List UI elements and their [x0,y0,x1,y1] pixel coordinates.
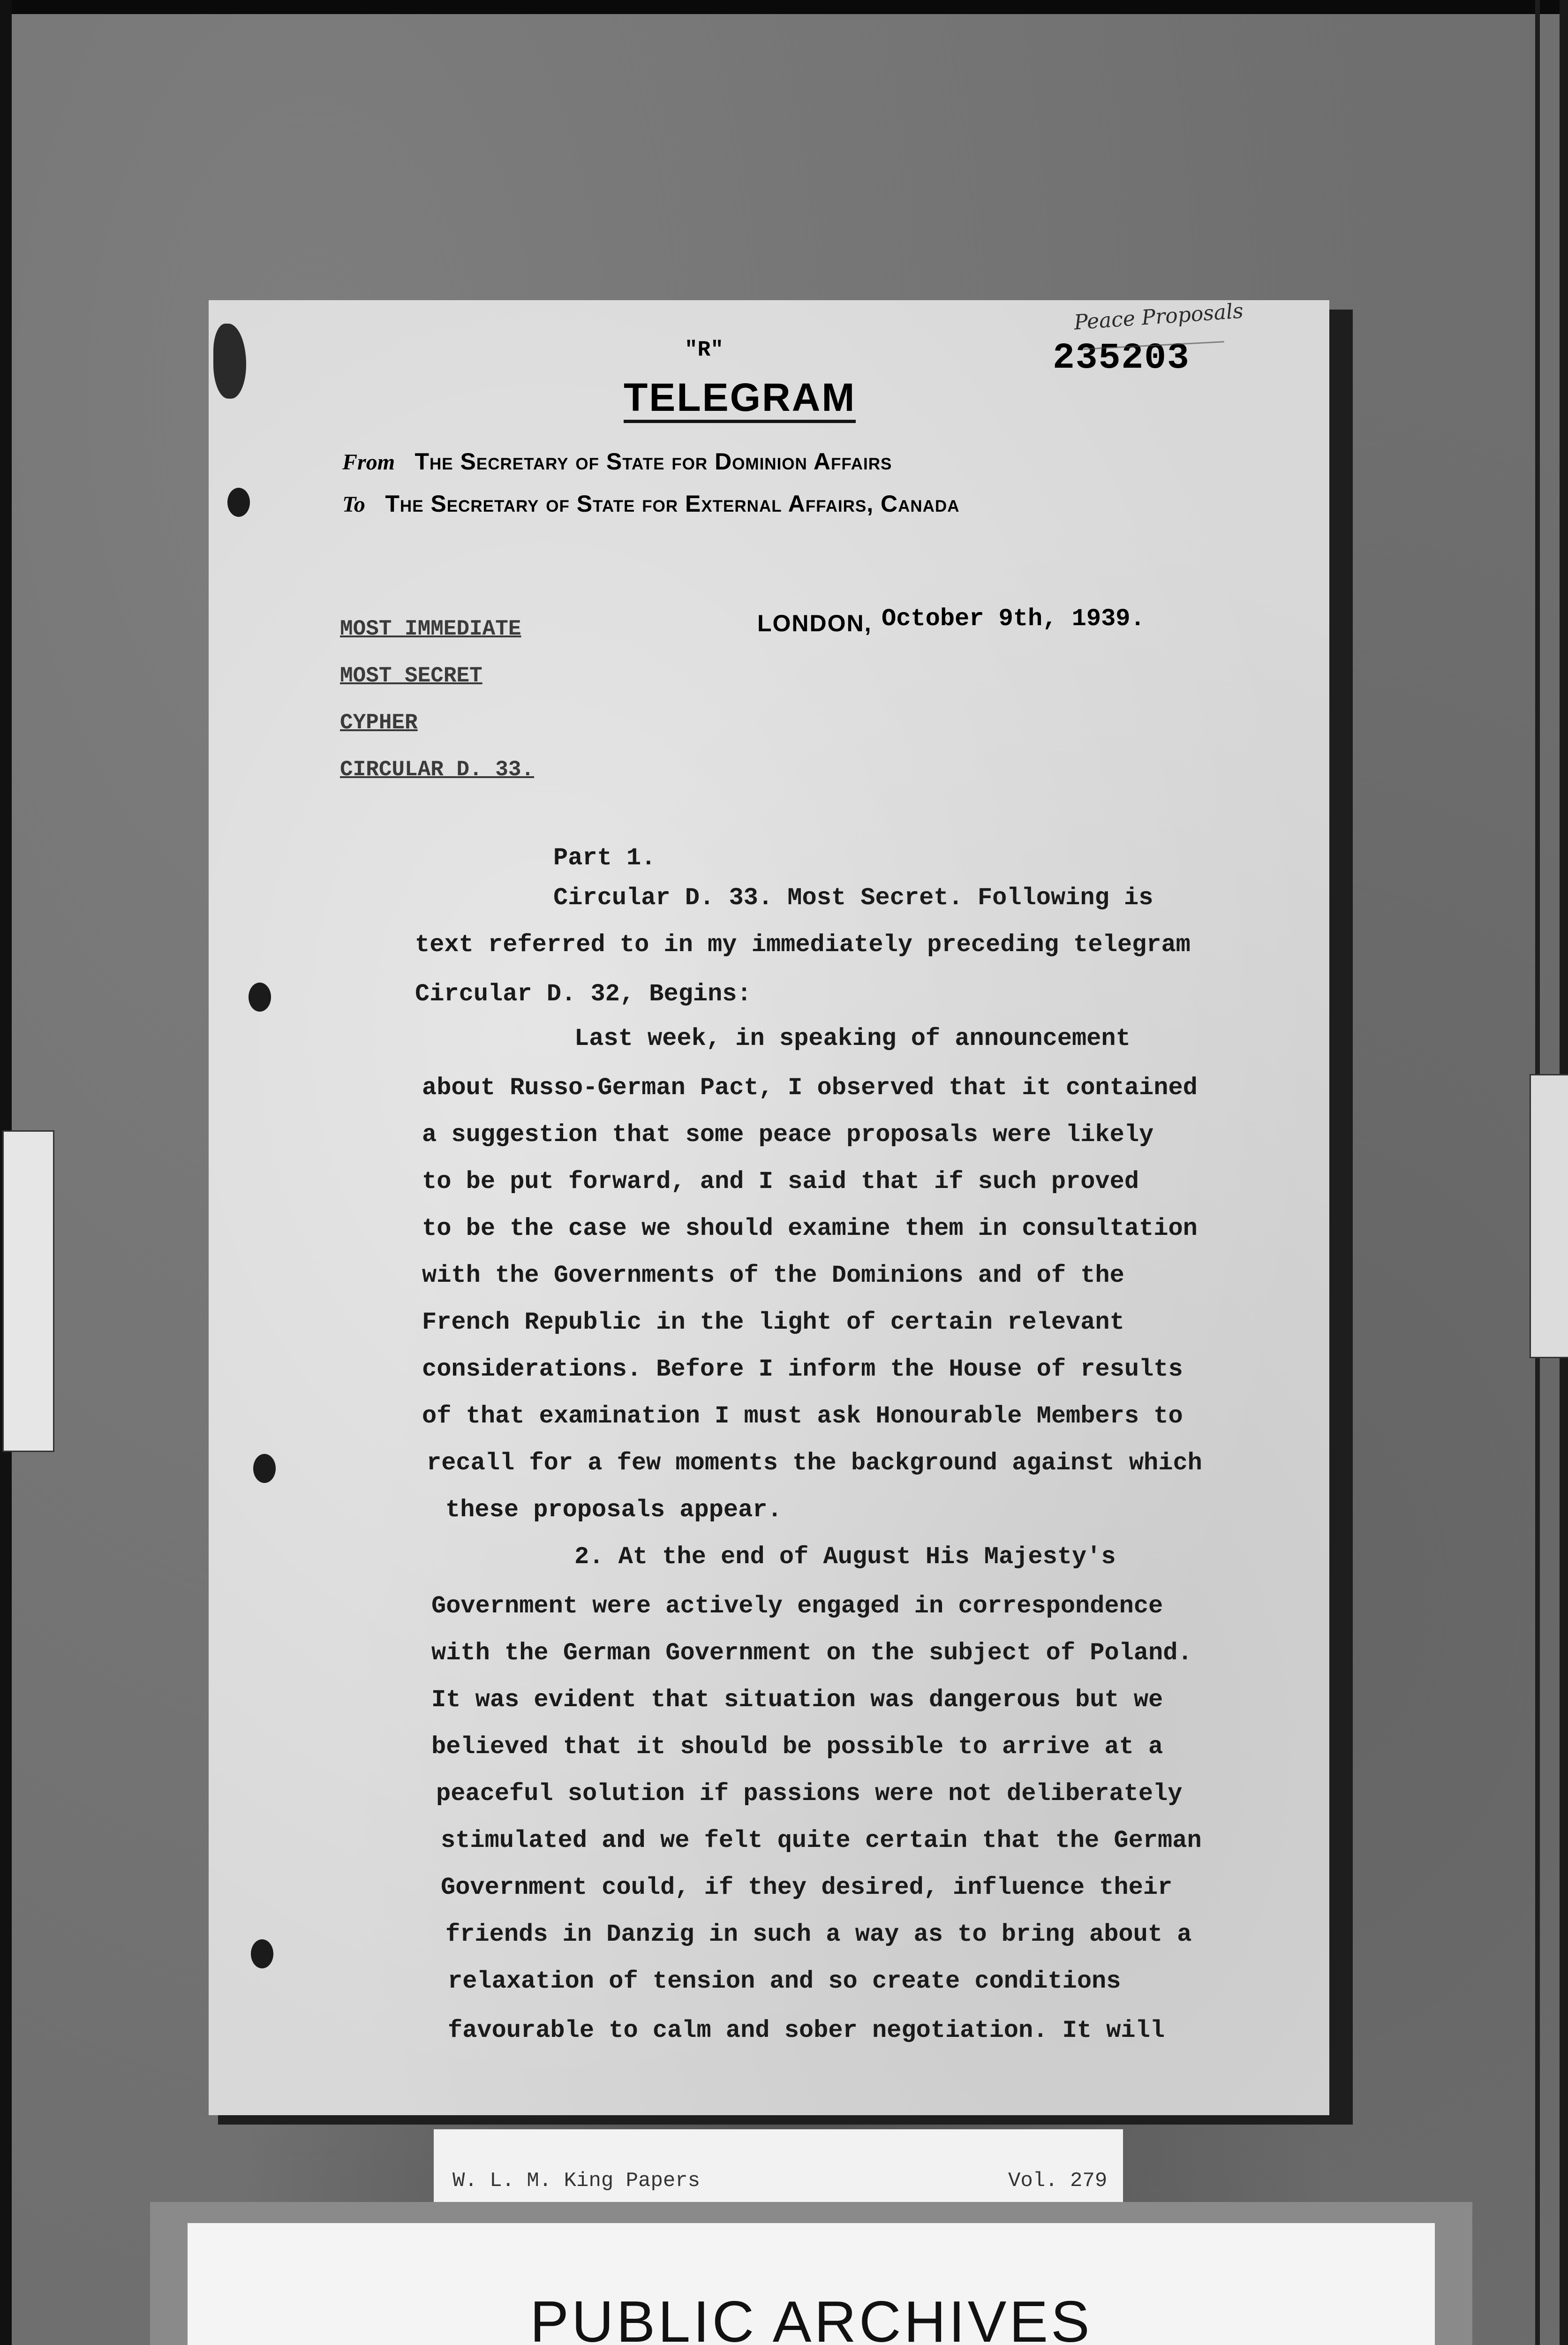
punch-hole-icon [249,983,271,1012]
body-line: considerations. Before I inform the House of results [422,1355,1183,1383]
body-line: peaceful solution if passions were not deliberately [436,1780,1183,1808]
to-label: To [342,492,365,517]
archives-line-en: PUBLIC ARCHIVES [530,2290,1093,2345]
body-line: Part 1. [553,844,656,872]
archives-card [188,2223,1435,2345]
body-line: friends in Danzig in such a way as to bring about a [445,1921,1192,1948]
to-row [342,490,959,517]
punch-hole-icon [253,1454,276,1483]
body-line: with the Governments of the Dominions and of the [422,1262,1124,1289]
date: October 9th, 1939. [882,605,1145,633]
volume-number: Vol. 279 [1008,2169,1108,2193]
telegram-title: TELEGRAM [624,378,856,423]
body-line: with the German Government on the subject of Poland. [431,1639,1192,1667]
body-line: relaxation of tension and so create conditions [448,1967,1121,1995]
body-line: French Republic in the light of certain relevant [422,1309,1124,1336]
r-mark: "R" [685,338,724,362]
body-line: stimulated and we felt quite certain that the German [441,1827,1202,1854]
from-text: The Secretary of State for Dominion Affairs [415,448,892,475]
body-line: It was evident that situation was dangerous but we [431,1686,1163,1714]
tape-strip-right [1530,1074,1568,1358]
body-line: a suggestion that some peace proposals were likely [422,1121,1154,1149]
punch-hole-icon [227,488,250,517]
body-line: text referred to in my immediately preceding telegram [415,931,1191,959]
body-line: favourable to calm and sober negotiation. It will [448,2017,1165,2044]
document-number: 235203 [1053,338,1190,379]
to-text: The Secretary of State for External Affairs, Canada [385,491,960,517]
body-line: believed that it should be possible to arrive at a [431,1733,1163,1761]
body-line: of that examination I must ask Honourable Members to [422,1402,1183,1430]
body-line: Government could, if they desired, influence their [441,1874,1173,1901]
from-row [342,448,892,475]
classification-cypher: CYPHER [340,711,418,735]
body-line: to be put forward, and I said that if such proved [422,1168,1139,1195]
body-line: Government were actively engaged in correspondence [431,1592,1163,1620]
place: LONDON, [757,610,872,636]
from-label: From [342,450,395,475]
handwritten-note: Peace Proposals [1073,299,1244,335]
punch-hole-icon [251,1939,273,1968]
body-line: 2. At the end of August His Majesty's [574,1543,1116,1571]
classification-most-secret: MOST SECRET [340,664,482,688]
body-line: to be the case we should examine them in consultation [422,1215,1198,1242]
tape-strip-left [2,1130,54,1452]
body-line: Circular D. 32, Begins: [415,980,752,1008]
body-line: these proposals appear. [445,1496,782,1524]
classification-most-immediate: MOST IMMEDIATE [340,617,521,641]
body-line: Last week, in speaking of announcement [574,1025,1131,1052]
board-edge-top [0,0,1568,14]
body-line: Circular D. 33. Most Secret. Following is [553,884,1153,912]
collection-name: W. L. M. King Papers [452,2169,701,2193]
body-line: about Russo-German Pact, I observed that it contained [422,1074,1198,1102]
classification-circular: CIRCULAR D. 33. [340,757,535,782]
body-line: recall for a few moments the background against which [427,1449,1202,1477]
